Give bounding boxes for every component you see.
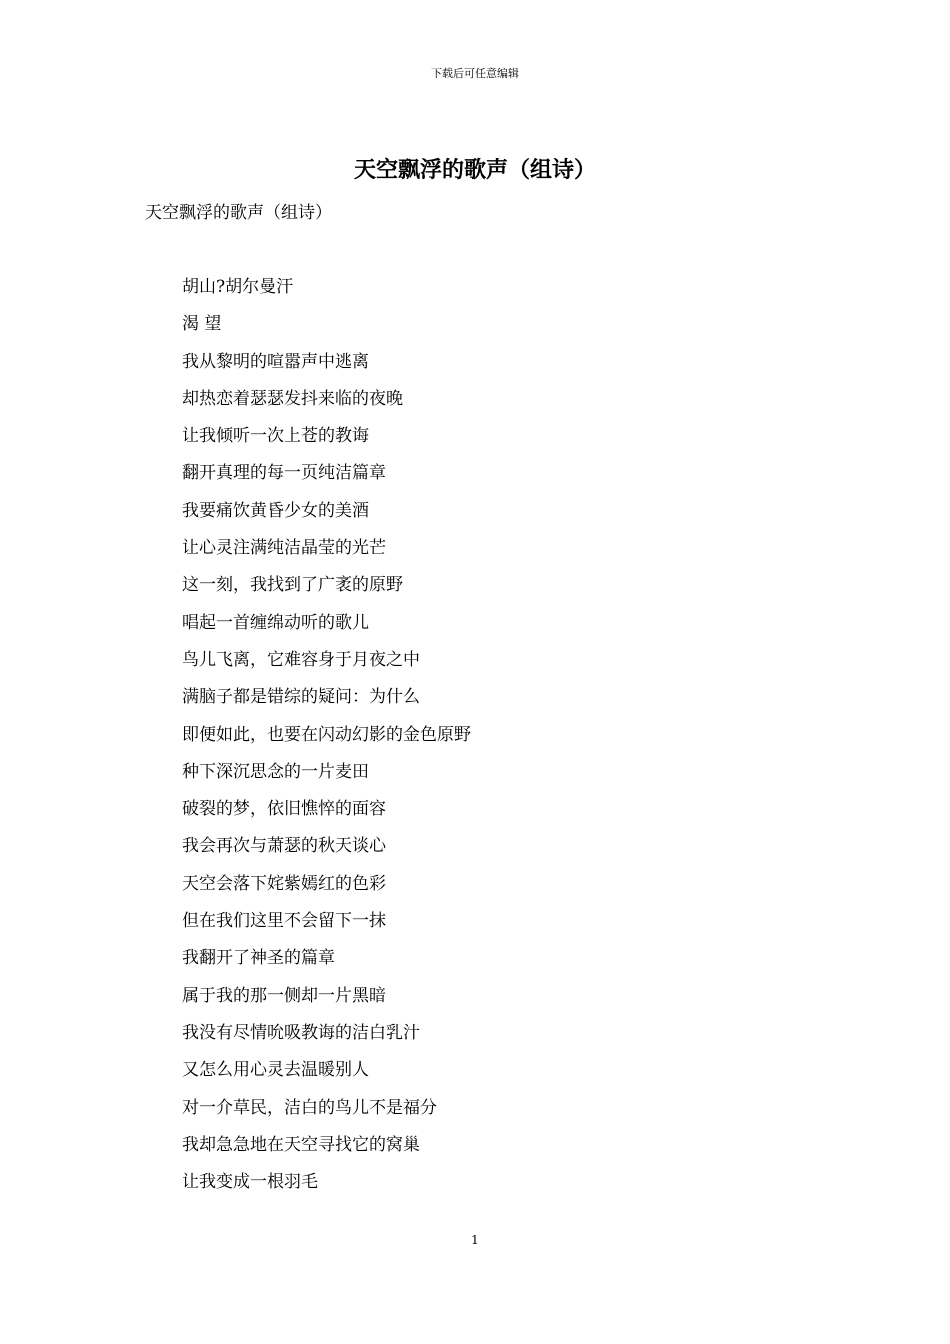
poem-line: 这一刻，我找到了广袤的原野 <box>182 575 403 596</box>
poem-line: 我会再次与萧瑟的秋天谈心 <box>182 836 386 857</box>
poem-line: 即便如此，也要在闪动幻影的金色原野 <box>182 724 471 745</box>
poem-line: 属于我的那一侧却一片黑暗 <box>182 985 386 1006</box>
poem-lines <box>182 272 471 1204</box>
poem-line: 却热恋着瑟瑟发抖来临的夜晚 <box>182 388 403 409</box>
poem-line: 唱起一首缠绵动听的歌儿 <box>182 612 369 633</box>
poem-line: 满脑子都是错综的疑问：为什么 <box>182 687 420 708</box>
poem-line: 让心灵注满纯洁晶莹的光芒 <box>182 538 386 559</box>
poem-line: 我翻开了神圣的篇章 <box>182 948 335 969</box>
page-number: 1 <box>471 1233 479 1247</box>
document-subtitle: 天空飘浮的歌声（组诗） <box>145 203 332 223</box>
poem-line: 我从黎明的喧嚣声中逃离 <box>182 351 369 372</box>
poem-line: 让我变成一根羽毛 <box>182 1172 318 1193</box>
poem-line: 我却急急地在天空寻找它的窝巢 <box>182 1134 420 1155</box>
poem-line: 但在我们这里不会留下一抹 <box>182 911 386 932</box>
poem-line: 胡山?胡尔曼汗 <box>182 277 294 297</box>
poem-line: 破裂的梦，依旧憔悴的面容 <box>182 799 386 820</box>
header-note: 下载后可任意编辑 <box>431 67 519 80</box>
poem-line: 鸟儿飞离，它难容身于月夜之中 <box>182 649 420 670</box>
poem-line: 天空会落下姹紫嫣红的色彩 <box>182 873 386 894</box>
poem-line: 对一介草民，洁白的鸟儿不是福分 <box>182 1097 437 1118</box>
poem-line: 又怎么用心灵去温暖别人 <box>182 1060 369 1081</box>
poem-line: 我要痛饮黄昏少女的美酒 <box>182 500 369 521</box>
document-title: 天空飘浮的歌声（组诗） <box>353 157 596 183</box>
poem-line: 渴 望 <box>182 314 222 335</box>
poem-line: 我没有尽情吮吸教诲的洁白乳汁 <box>182 1022 420 1043</box>
poem-line: 翻开真理的每一页纯洁篇章 <box>182 463 386 484</box>
poem-line: 种下深沉思念的一片麦田 <box>182 761 369 782</box>
poem-line: 让我倾听一次上苍的教诲 <box>182 426 369 447</box>
